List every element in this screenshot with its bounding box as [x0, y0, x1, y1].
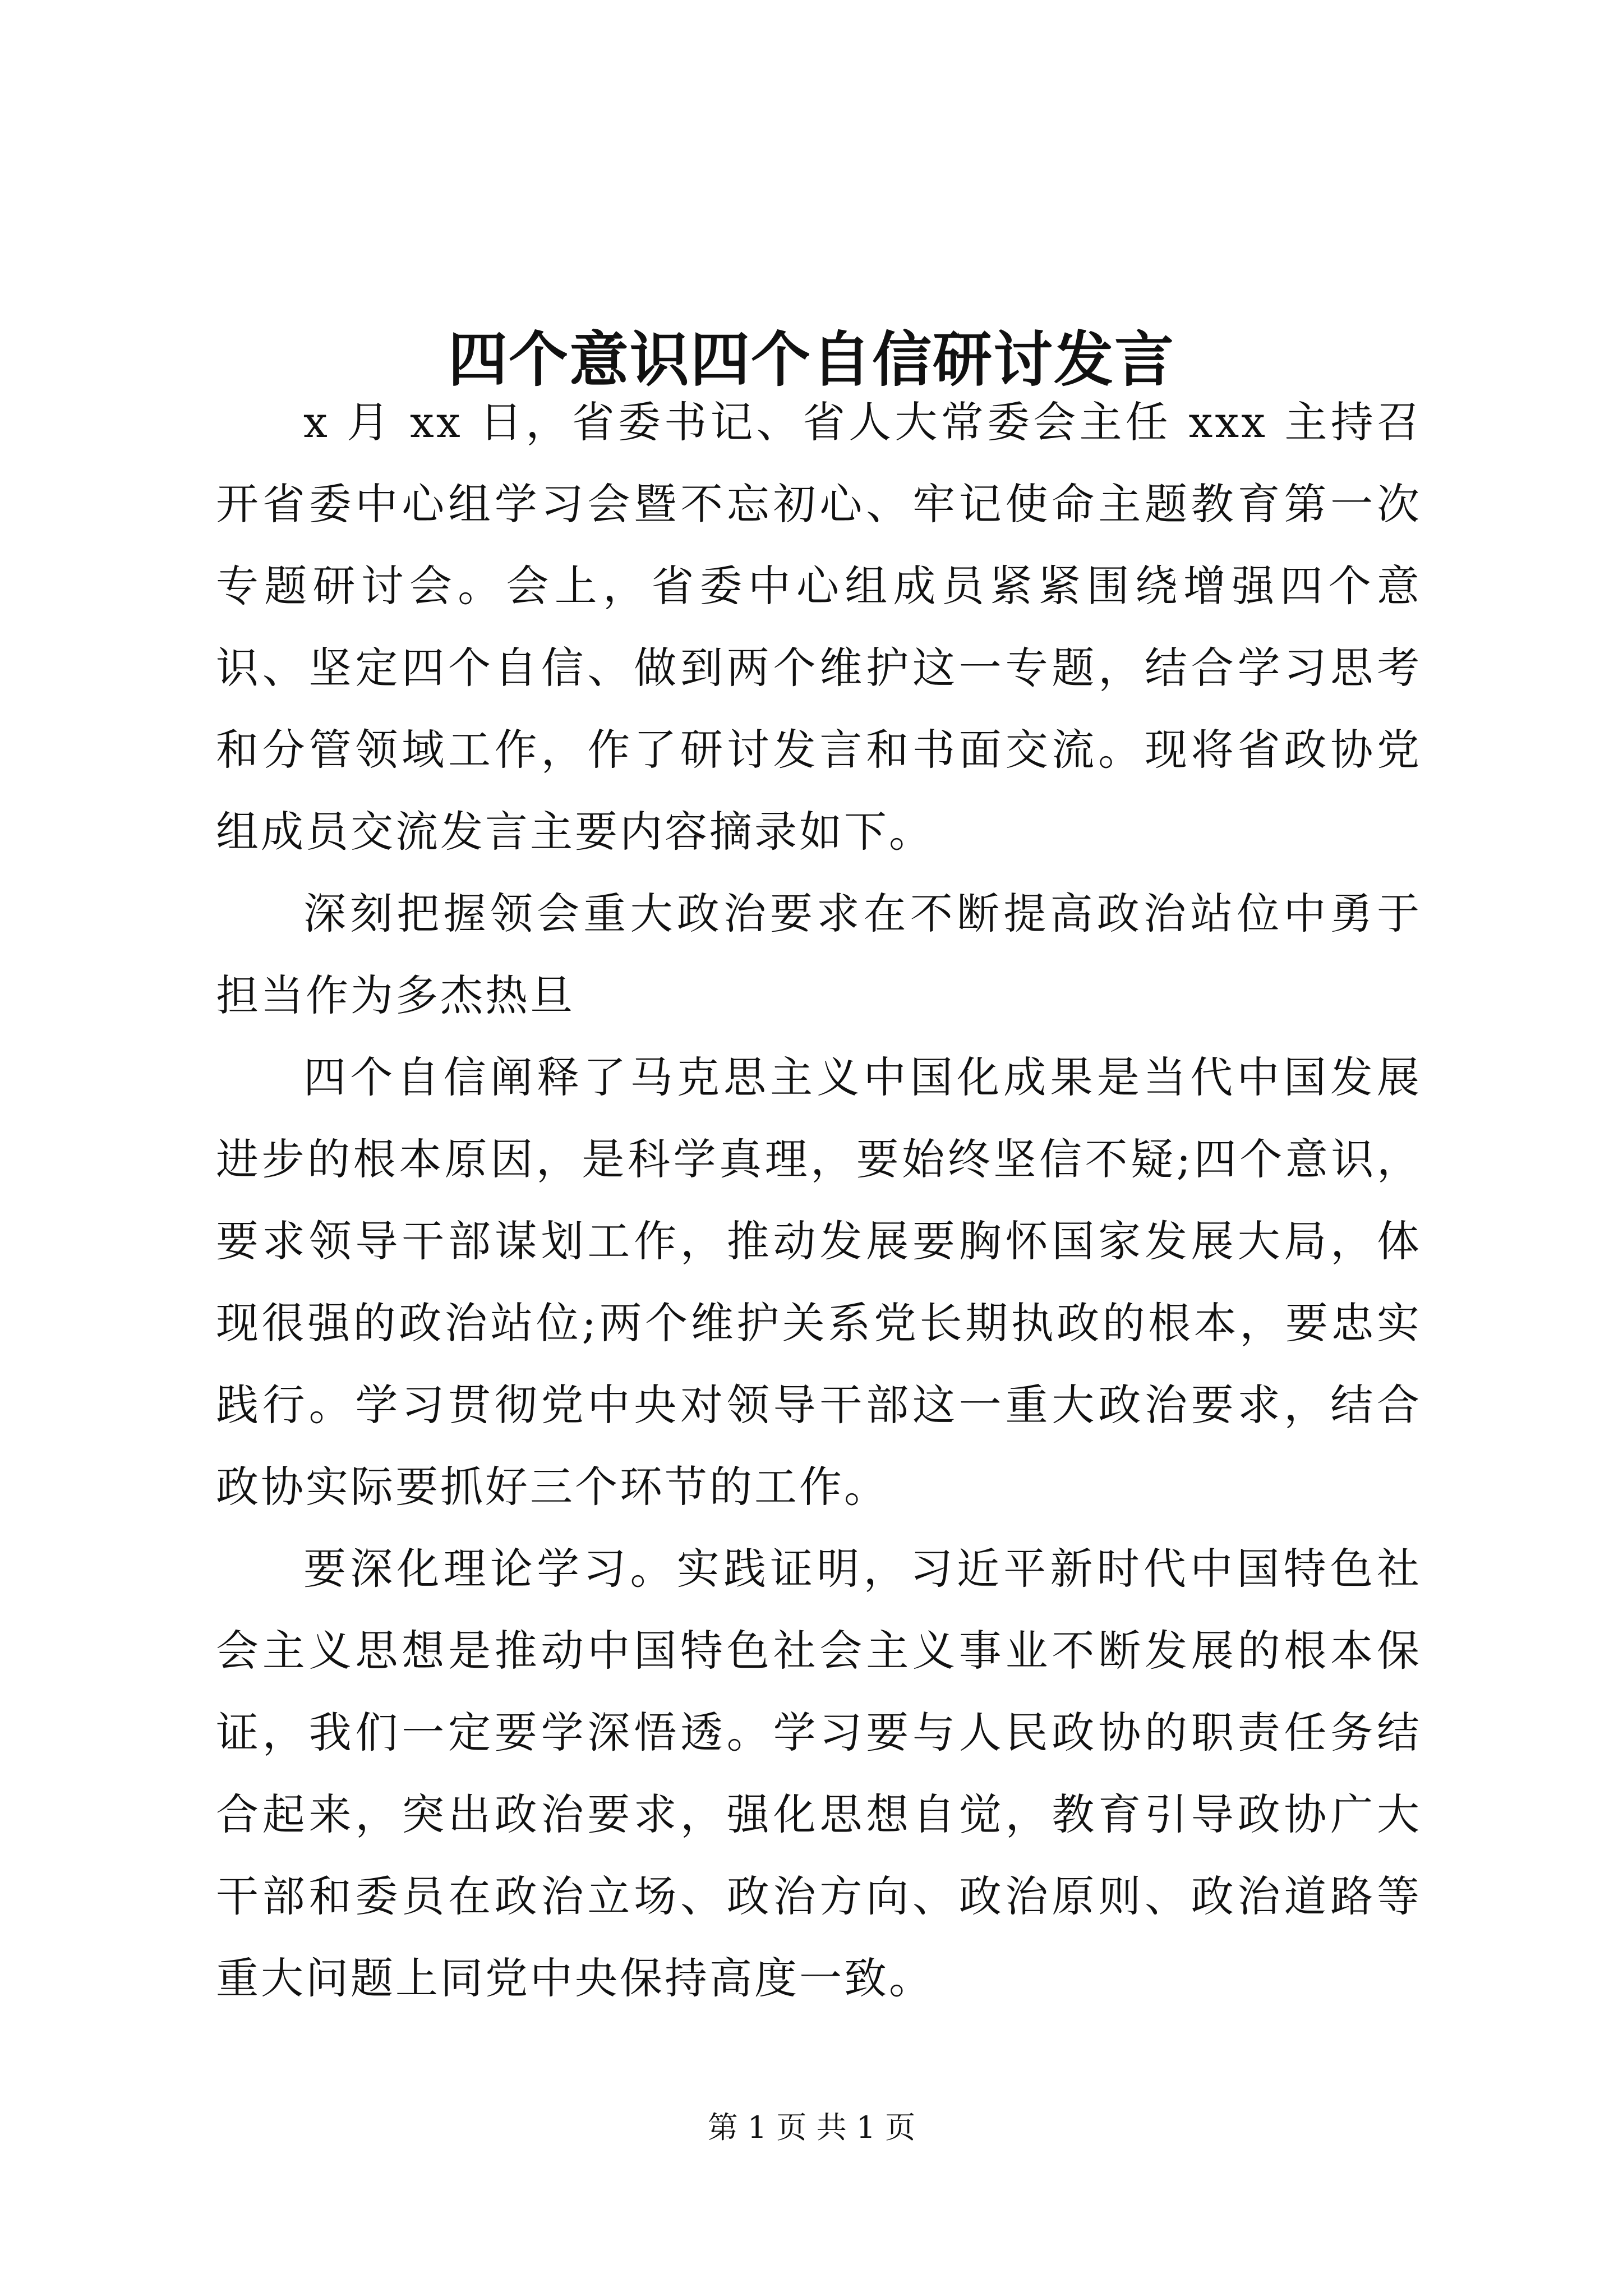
- page-footer: 第 1 页 共 1 页: [707, 2110, 916, 2145]
- paragraph-heading: 深刻把握领会重大政治要求在不断提高政治站位中勇于担当作为多杰热旦: [216, 889, 1422, 1020]
- paragraph-four-confidences: 四个自信阐释了马克思主义中国化成果是当代中国发展进步的根本原因，是科学真理，要始终坚信不疑;四个意识，要求领导干部谋划工作，推动发展要胸怀国家发展大局，体现很强的政治站位;两个维护关系党长期执政的根本，要忠实践行。学习贯彻党中央对领导干部这一重大政治要求，结合政协实际要抓好三个环节的工作。: [216, 1052, 1422, 1512]
- paragraph-theory-study: 要深化理论学习。实践证明，习近平新时代中国特色社会主义思想是推动中国特色社会主义事业不断发展的根本保证，我们一定要学深悟透。学习要与人民政协的职责任务结合起来，突出政治要求，强化思想自觉，教育引导政协广大干部和委员在政治立场、政治方向、政治原则、政治道路等重大问题上同党中央保持高度一致。: [216, 1544, 1422, 2003]
- document-body: [216, 381, 1422, 2019]
- paragraph-intro: x 月 xx 日，省委书记、省人大常委会主任 xxx 主持召开省委中心组学习会暨不忘初心、牢记使命主题教育第一次专题研讨会。会上，省委中心组成员紧紧围绕增强四个意识、坚定四个自信、做到两个维护这一专题，结合学习思考和分管领域工作，作了研讨发言和书面交流。现将省政协党组成员交流发言主要内容摘录如下。: [216, 397, 1422, 857]
- document-title: 四个意识四个自信研讨发言: [448, 324, 1175, 395]
